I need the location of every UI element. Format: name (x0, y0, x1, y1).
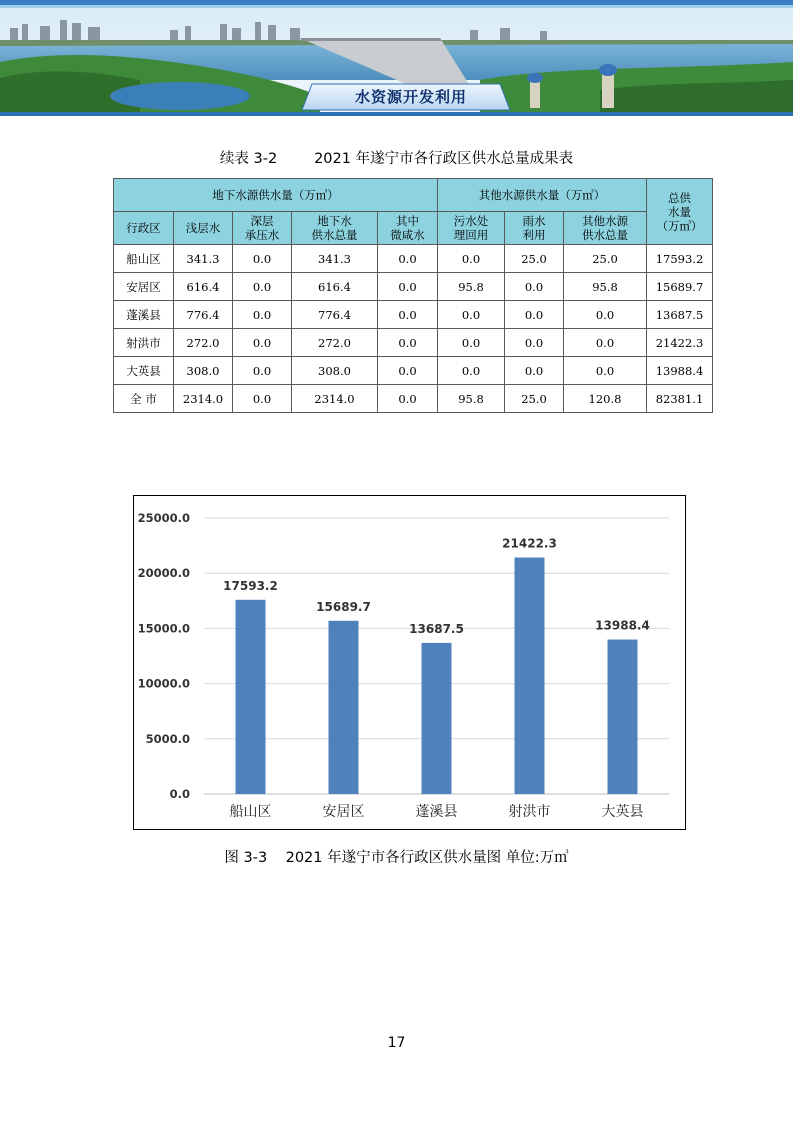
value-cell: 0.0 (564, 301, 647, 329)
value-cell: 13988.4 (647, 357, 713, 385)
x-tick-label: 安居区 (322, 804, 365, 820)
region-cell: 蓬溪县 (114, 301, 174, 329)
header-rain: 雨水 利用 (505, 212, 564, 245)
value-cell: 341.3 (292, 245, 378, 273)
chart-caption: 图 3-3 2021 年遂宁市各行政区供水量图 单位:万㎥ (224, 850, 569, 866)
value-cell: 776.4 (292, 301, 378, 329)
header-total-label: 总供 水量 （万㎥） (656, 190, 703, 233)
bar (236, 600, 266, 794)
value-cell: 0.0 (378, 329, 438, 357)
value-cell: 272.0 (174, 329, 233, 357)
header-gw-total: 地下水 供水总量 (292, 212, 378, 245)
y-tick-label: 25000.0 (137, 511, 190, 525)
value-cell: 0.0 (438, 301, 505, 329)
y-tick-label: 15000.0 (137, 621, 190, 636)
value-cell: 120.8 (564, 385, 647, 413)
chart-canvas (134, 496, 684, 828)
x-tick-label: 射洪市 (508, 804, 551, 820)
page-number: 17 (387, 1035, 406, 1051)
x-tick-label: 大英县 (601, 804, 644, 820)
region-cell: 大英县 (114, 357, 174, 385)
header-other-total: 其他水源 供水总量 (564, 212, 647, 245)
value-cell: 82381.1 (647, 385, 713, 413)
table-row (114, 329, 713, 357)
data-label: 13988.4 (595, 618, 650, 633)
value-cell: 95.8 (438, 273, 505, 301)
value-cell: 25.0 (505, 385, 564, 413)
value-cell: 0.0 (505, 301, 564, 329)
header-brackish: 其中 微咸水 (378, 212, 438, 245)
header-total (647, 179, 713, 245)
value-cell: 25.0 (505, 245, 564, 273)
table-caption: 续表 3-2 2021 年遂宁市各行政区供水总量成果表 (219, 151, 574, 167)
value-cell: 0.0 (505, 273, 564, 301)
value-cell: 15689.7 (647, 273, 713, 301)
value-cell: 616.4 (292, 273, 378, 301)
bar (515, 557, 545, 794)
data-label: 13687.5 (409, 621, 464, 636)
value-cell: 0.0 (378, 273, 438, 301)
bar (422, 643, 452, 794)
value-cell: 0.0 (233, 329, 292, 357)
table-row (114, 273, 713, 301)
value-cell: 0.0 (233, 385, 292, 413)
header-other-group: 其他水源供水量（万㎥） (438, 179, 647, 212)
value-cell: 0.0 (438, 357, 505, 385)
y-tick-label: 0.0 (169, 787, 190, 801)
value-cell: 0.0 (564, 357, 647, 385)
value-cell: 17593.2 (647, 245, 713, 273)
value-cell: 272.0 (292, 329, 378, 357)
region-cell: 船山区 (114, 245, 174, 273)
value-cell: 776.4 (174, 301, 233, 329)
value-cell: 0.0 (564, 329, 647, 357)
data-label: 21422.3 (502, 536, 557, 551)
header-region: 行政区 (114, 212, 174, 245)
water-supply-table (113, 178, 713, 413)
value-cell: 0.0 (233, 357, 292, 385)
region-cell: 射洪市 (114, 329, 174, 357)
value-cell: 0.0 (505, 357, 564, 385)
section-label: 水资源开发利用 (354, 87, 467, 106)
region-cell: 安居区 (114, 273, 174, 301)
header-deep: 深层 承压水 (233, 212, 292, 245)
value-cell: 0.0 (233, 273, 292, 301)
header-banner (0, 0, 793, 116)
value-cell: 0.0 (438, 329, 505, 357)
data-label: 17593.2 (223, 578, 278, 593)
y-tick-label: 20000.0 (137, 566, 190, 581)
value-cell: 2314.0 (174, 385, 233, 413)
value-cell: 25.0 (564, 245, 647, 273)
value-cell: 0.0 (438, 245, 505, 273)
value-cell: 95.8 (438, 385, 505, 413)
region-cell: 全 市 (114, 385, 174, 413)
header-groundwater-group: 地下水源供水量（万㎥） (114, 179, 438, 212)
value-cell: 0.0 (378, 357, 438, 385)
supply-bar-chart (133, 495, 686, 830)
value-cell: 13687.5 (647, 301, 713, 329)
table-row (114, 385, 713, 413)
value-cell: 0.0 (378, 385, 438, 413)
value-cell: 95.8 (564, 273, 647, 301)
x-tick-label: 蓬溪县 (415, 804, 458, 820)
value-cell: 0.0 (505, 329, 564, 357)
value-cell: 616.4 (174, 273, 233, 301)
bar (608, 640, 638, 794)
value-cell: 0.0 (378, 245, 438, 273)
bar (329, 621, 359, 794)
value-cell: 2314.0 (292, 385, 378, 413)
header-sewage: 污水处 理回用 (438, 212, 505, 245)
header-shallow: 浅层水 (174, 212, 233, 245)
table-row (114, 301, 713, 329)
x-tick-label: 船山区 (229, 804, 272, 820)
value-cell: 0.0 (233, 301, 292, 329)
table-row (114, 245, 713, 273)
table-row (114, 357, 713, 385)
value-cell: 0.0 (233, 245, 292, 273)
value-cell: 308.0 (292, 357, 378, 385)
value-cell: 341.3 (174, 245, 233, 273)
value-cell: 308.0 (174, 357, 233, 385)
value-cell: 0.0 (378, 301, 438, 329)
data-label: 15689.7 (316, 599, 371, 614)
value-cell: 21422.3 (647, 329, 713, 357)
y-tick-label: 5000.0 (145, 731, 190, 746)
y-tick-label: 10000.0 (137, 676, 190, 691)
